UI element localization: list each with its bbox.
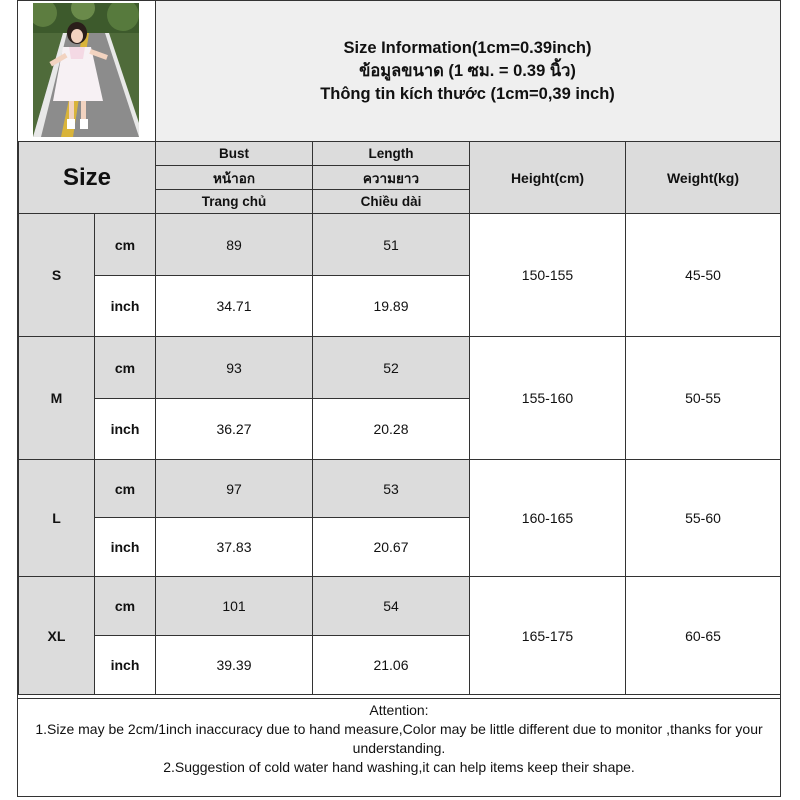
size-label: S <box>19 214 95 337</box>
bust-header-en: Bust <box>156 142 313 166</box>
bust-inch-value: 34.71 <box>156 276 313 337</box>
length-cm-value: 53 <box>313 460 470 518</box>
length-cm-value: 52 <box>313 337 470 399</box>
unit-cm: cm <box>95 460 156 518</box>
title-vietnamese: Thông tin kích thước (1cm=0,39 inch) <box>320 84 615 103</box>
title-english: Size Information(1cm=0.39inch) <box>343 38 592 57</box>
length-inch-value: 20.28 <box>313 399 470 460</box>
bust-cm-value: 93 <box>156 337 313 399</box>
size-chart-header <box>18 1 780 142</box>
size-info-title <box>155 1 780 141</box>
bust-inch-value: 36.27 <box>156 399 313 460</box>
length-inch-value: 19.89 <box>313 276 470 337</box>
height-value: 160-165 <box>470 460 626 577</box>
unit-inch: inch <box>95 399 156 460</box>
unit-cm: cm <box>95 337 156 399</box>
weight-value: 50-55 <box>626 337 781 460</box>
length-header-vi: Chiều dài <box>313 190 470 214</box>
height-value: 155-160 <box>470 337 626 460</box>
length-header-en: Length <box>313 142 470 166</box>
length-cm-value: 51 <box>313 214 470 276</box>
bust-header-th: หน้าอก <box>156 166 313 190</box>
height-header: Height(cm) <box>470 142 626 214</box>
unit-cm: cm <box>95 214 156 276</box>
unit-inch: inch <box>95 518 156 577</box>
weight-value: 60-65 <box>626 577 781 695</box>
size-label: M <box>19 337 95 460</box>
height-value: 150-155 <box>470 214 626 337</box>
attention-note-1: 1.Size may be 2cm/1inch inaccuracy due to hand measure,Color may be little different due to monitor ,thanks for your understanding. <box>35 721 763 756</box>
unit-cm: cm <box>95 577 156 636</box>
bust-cm-value: 89 <box>156 214 313 276</box>
size-label: XL <box>19 577 95 695</box>
size-chart <box>17 0 781 797</box>
attention-notes <box>18 698 780 796</box>
title-thai: ข้อมูลขนาด (1 ซม. = 0.39 นิ้ว) <box>359 61 576 80</box>
weight-value: 55-60 <box>626 460 781 577</box>
attention-title: Attention: <box>369 702 429 718</box>
size-column-header: Size <box>19 142 156 214</box>
attention-note-2: 2.Suggestion of cold water hand washing,it can help items keep their shape. <box>163 759 635 775</box>
bust-cm-value: 101 <box>156 577 313 636</box>
unit-inch: inch <box>95 276 156 337</box>
weight-header: Weight(kg) <box>626 142 781 214</box>
product-photo <box>33 3 139 137</box>
length-inch-value: 20.67 <box>313 518 470 577</box>
bust-cm-value: 97 <box>156 460 313 518</box>
length-cm-value: 54 <box>313 577 470 636</box>
unit-inch: inch <box>95 636 156 695</box>
height-value: 165-175 <box>470 577 626 695</box>
bust-header-vi: Trang chủ <box>156 190 313 214</box>
product-photo-cell <box>18 1 156 141</box>
bust-inch-value: 39.39 <box>156 636 313 695</box>
size-label: L <box>19 460 95 577</box>
bust-inch-value: 37.83 <box>156 518 313 577</box>
size-table <box>18 141 781 695</box>
weight-value: 45-50 <box>626 214 781 337</box>
length-header-th: ความยาว <box>313 166 470 190</box>
length-inch-value: 21.06 <box>313 636 470 695</box>
